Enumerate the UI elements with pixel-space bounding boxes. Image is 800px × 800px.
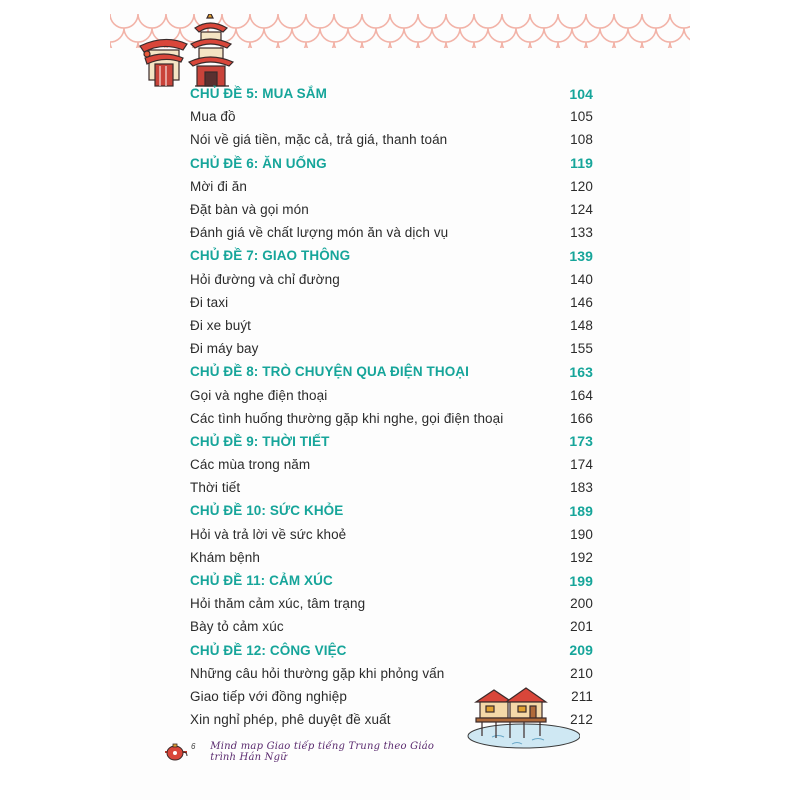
toc-title: Giao tiếp với đồng nghiệp [190, 688, 347, 704]
toc-title: CHỦ ĐỀ 6: ĂN UỐNG [190, 155, 327, 171]
toc-entry [190, 592, 593, 615]
toc-chapter-heading [190, 360, 593, 383]
toc-page-number: 163 [569, 363, 593, 380]
toc-title: Các mùa trong năm [190, 457, 311, 473]
toc-page-number: 174 [570, 457, 593, 473]
tea-pot-icon [163, 742, 189, 762]
toc-page-number: 105 [570, 109, 593, 125]
toc-page-number: 148 [570, 317, 593, 333]
toc-page-number: 211 [571, 688, 593, 704]
toc-page-number: 209 [569, 642, 593, 659]
toc-title: Khám bệnh [190, 549, 260, 565]
toc-title: CHỦ ĐỀ 5: MUA SẮM [190, 86, 327, 102]
toc-page-number: 166 [570, 410, 593, 426]
toc-entry [190, 105, 593, 128]
toc-page-number: 201 [570, 619, 593, 635]
toc-title: CHỦ ĐỀ 10: SỨC KHỎE [190, 503, 344, 519]
toc-entry [190, 221, 593, 244]
toc-page-number: 104 [569, 85, 593, 102]
toc-entry [190, 407, 593, 430]
toc-title: Xin nghỉ phép, phê duyệt đề xuất [190, 712, 391, 728]
toc-page-number: 146 [570, 294, 593, 310]
toc-page-number: 212 [570, 712, 593, 728]
toc-page-number: 124 [570, 202, 593, 218]
toc-chapter-heading [190, 569, 593, 592]
toc-page-number: 200 [570, 596, 593, 612]
toc-title: Gọi và nghe điện thoại [190, 387, 328, 403]
toc-page-number: 120 [570, 178, 593, 194]
toc-title: CHỦ ĐỀ 12: CÔNG VIỆC [190, 642, 347, 658]
toc-title: Đi taxi [190, 294, 229, 310]
toc-title: Hỏi và trả lời về sức khoẻ [190, 526, 347, 542]
toc-page-number: 173 [569, 433, 593, 450]
toc-title: Nói về giá tiền, mặc cả, trả giá, thanh toán [190, 132, 448, 148]
toc-entry [190, 476, 593, 499]
toc-page-number: 192 [570, 549, 593, 565]
toc-title: Đánh giá về chất lượng món ăn và dịch vụ [190, 225, 449, 241]
page-footer [163, 741, 463, 763]
toc-title: CHỦ ĐỀ 8: TRÒ CHUYỆN QUA ĐIỆN THOẠI [190, 364, 470, 380]
toc-page-number: 119 [570, 155, 593, 172]
toc-page-number: 164 [570, 387, 593, 403]
toc-page-number: 140 [570, 271, 593, 287]
toc-page-number: 189 [569, 502, 593, 519]
toc-page-number: 183 [570, 480, 593, 496]
toc-title: Đặt bàn và gọi món [190, 202, 309, 218]
toc-entry [190, 128, 593, 151]
toc-title: Những câu hỏi thường gặp khi phỏng vấn [190, 665, 445, 681]
toc-chapter-heading [190, 639, 593, 662]
toc-title: CHỦ ĐỀ 9: THỜI TIẾT [190, 433, 330, 449]
toc-entry [190, 198, 593, 221]
toc-title: Các tình huống thường gặp khi nghe, gọi điện thoại [190, 410, 504, 426]
toc-title: Mua đồ [190, 109, 236, 125]
toc-entry [190, 546, 593, 569]
toc-page-number: 190 [570, 526, 593, 542]
toc-title: Hỏi đường và chỉ đường [190, 271, 340, 287]
toc-chapter-heading [190, 152, 593, 175]
toc-title: CHỦ ĐỀ 11: CẢM XÚC [190, 573, 333, 589]
toc-entry [190, 175, 593, 198]
toc-title: Đi máy bay [190, 341, 259, 357]
footer-badge [163, 741, 196, 763]
footer-title: Mind map Giao tiếp tiếng Trung theo Giáo trình Hán Ngữ [210, 741, 435, 763]
page-number: 6 [191, 742, 196, 751]
toc-chapter-heading [190, 244, 593, 267]
toc-entry [190, 662, 593, 685]
toc-entry [190, 523, 593, 546]
toc-page-number: 133 [570, 225, 593, 241]
toc-page-number: 139 [569, 247, 593, 264]
toc-entry [190, 383, 593, 406]
toc-title: Hỏi thăm cảm xúc, tâm trạng [190, 596, 366, 612]
table-of-contents [190, 82, 593, 731]
toc-entry [190, 268, 593, 291]
toc-chapter-heading [190, 82, 593, 105]
toc-page-number: 199 [569, 572, 593, 589]
toc-title: Thời tiết [190, 480, 241, 496]
toc-page-number: 155 [570, 341, 593, 357]
toc-entry [190, 337, 593, 360]
toc-page-number: 108 [570, 132, 593, 148]
toc-entry [190, 615, 593, 638]
toc-title: Mời đi ăn [190, 178, 248, 194]
toc-entry [190, 453, 593, 476]
toc-title: CHỦ ĐỀ 7: GIAO THÔNG [190, 248, 351, 264]
toc-entry [190, 291, 593, 314]
toc-title: Đi xe buýt [190, 317, 252, 333]
toc-page-number: 210 [570, 665, 593, 681]
toc-title: Bày tỏ cảm xúc [190, 619, 284, 635]
toc-chapter-heading [190, 499, 593, 522]
stilt-house-icon [462, 684, 580, 750]
toc-chapter-heading [190, 430, 593, 453]
toc-entry [190, 314, 593, 337]
